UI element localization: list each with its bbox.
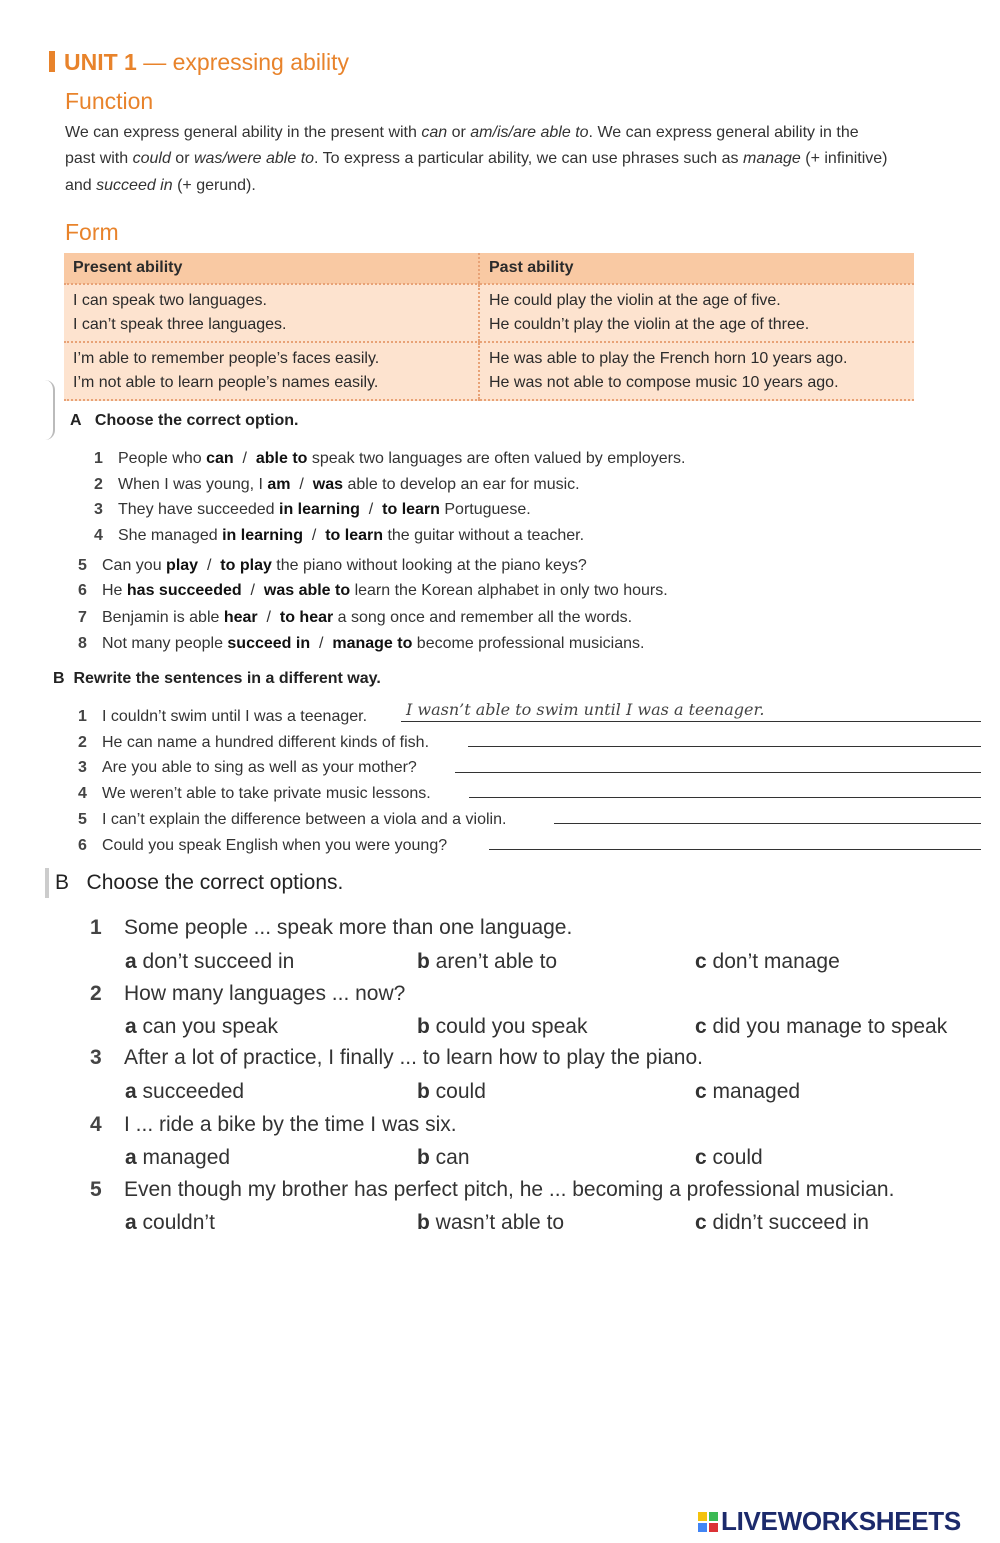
- question: 5 Even though my brother has perfect pitch, he ... becoming a professional musician.: [90, 1178, 895, 1201]
- answer-line[interactable]: [469, 797, 981, 798]
- option-c[interactable]: c did you manage to speak: [695, 1015, 948, 1038]
- option-b[interactable]: b could: [417, 1080, 486, 1103]
- answer-line[interactable]: [455, 772, 981, 773]
- rewrite-item: 5 I can’t explain the difference between a viola and a violin.: [78, 811, 507, 828]
- option-1[interactable]: has succeeded: [126, 582, 242, 599]
- exercise-a-item: 2 When I was young, I am / was able to develop an ear for music.: [94, 476, 580, 493]
- form-heading: Form: [65, 219, 119, 245]
- option-2[interactable]: able to: [255, 450, 308, 467]
- answer-line[interactable]: [401, 721, 981, 722]
- option-2[interactable]: to hear: [279, 609, 334, 626]
- rewrite-item: 6 Could you speak English when you were young?: [78, 837, 448, 854]
- option-2[interactable]: manage to: [332, 635, 413, 652]
- function-line-1: We can express general ability in the present with can or am/is/are able to. We can express general ability in the: [65, 124, 859, 141]
- exercise-b1-heading: B Rewrite the sentences in a different way.: [53, 670, 381, 687]
- logo-mark-icon: [698, 1512, 718, 1532]
- rewrite-item: 2 He can name a hundred different kinds of fish.: [78, 734, 430, 751]
- answer-line[interactable]: [554, 823, 981, 824]
- exercise-a-item: 7 Benjamin is able hear / to hear a song once and remember all the words.: [78, 609, 633, 626]
- option-2[interactable]: to learn: [382, 501, 440, 518]
- form-cell: He could play the violin at the age of five. He couldn’t play the violin at the age of three.: [479, 284, 914, 342]
- form-row: [64, 284, 914, 342]
- option-b[interactable]: b wasn’t able to: [417, 1211, 565, 1234]
- form-header-present: Present ability: [64, 253, 479, 284]
- rewrite-item: 4 We weren’t able to take private music lessons.: [78, 785, 431, 802]
- liveworksheets-logo: [698, 1506, 961, 1537]
- exercise-a-item: 6 He has succeeded / was able to learn the Korean alphabet in only two hours.: [78, 582, 668, 599]
- form-cell: I’m able to remember people’s faces easily. I’m not able to learn people’s names easily.: [64, 342, 479, 400]
- option-a[interactable]: a can you speak: [125, 1015, 278, 1038]
- exercise-a-heading: A Choose the correct option.: [70, 412, 299, 429]
- option-1[interactable]: hear: [223, 609, 258, 626]
- option-a[interactable]: a don’t succeed in: [125, 950, 295, 973]
- option-2[interactable]: was able to: [263, 582, 351, 599]
- section-divider: [45, 868, 49, 898]
- option-a[interactable]: a managed: [125, 1146, 231, 1169]
- option-1[interactable]: succeed in: [227, 635, 311, 652]
- page-tab-decoration: [45, 380, 55, 440]
- exercise-a-item: 8 Not many people succeed in / manage to become professional musicians.: [78, 635, 645, 652]
- option-1[interactable]: can: [206, 450, 234, 467]
- answer-line[interactable]: [468, 746, 981, 747]
- form-header-past: Past ability: [479, 253, 914, 284]
- question: 1 Some people ... speak more than one language.: [90, 916, 573, 939]
- function-heading: Function: [65, 88, 154, 114]
- rewrite-item: 3 Are you able to sing as well as your mother?: [78, 759, 417, 776]
- exercise-a-item: 1 People who can / able to speak two languages are often valued by employers.: [94, 450, 686, 467]
- option-b[interactable]: b can: [417, 1146, 470, 1169]
- option-2[interactable]: to play: [220, 557, 272, 574]
- option-a[interactable]: a succeeded: [125, 1080, 245, 1103]
- option-c[interactable]: c didn’t succeed in: [695, 1211, 869, 1234]
- form-table: [64, 253, 914, 401]
- rewrite-item: 1 I couldn’t swim until I was a teenager.: [78, 708, 368, 725]
- exercise-b2-heading: B Choose the correct options.: [55, 871, 344, 894]
- option-b[interactable]: b could you speak: [417, 1015, 588, 1038]
- function-line-3: and succeed in (+ gerund).: [65, 177, 256, 194]
- option-1[interactable]: in learning: [279, 501, 360, 518]
- option-1[interactable]: am: [267, 476, 291, 493]
- function-line-2: past with could or was/were able to. To express a particular ability, we can use phrases such as manage (+ infinitive): [65, 150, 888, 167]
- option-b[interactable]: b aren’t able to: [417, 950, 558, 973]
- question: 3 After a lot of practice, I finally ... to learn how to play the piano.: [90, 1046, 703, 1069]
- form-row: [64, 342, 914, 400]
- option-1[interactable]: play: [166, 557, 199, 574]
- option-a[interactable]: a couldn’t: [125, 1211, 215, 1234]
- question: 4 I ... ride a bike by the time I was six.: [90, 1113, 457, 1136]
- form-header-row: [64, 253, 914, 284]
- rewrite-answer-1[interactable]: I wasn’t able to swim until I was a teenager.: [406, 700, 765, 719]
- option-c[interactable]: c don’t manage: [695, 950, 840, 973]
- exercise-a-item: 4 She managed in learning / to learn the guitar without a teacher.: [94, 527, 585, 544]
- answer-line[interactable]: [489, 849, 981, 850]
- option-c[interactable]: c managed: [695, 1080, 801, 1103]
- option-2[interactable]: to learn: [325, 527, 384, 544]
- option-c[interactable]: c could: [695, 1146, 763, 1169]
- option-1[interactable]: in learning: [222, 527, 303, 544]
- form-cell: I can speak two languages. I can’t speak three languages.: [64, 284, 479, 342]
- option-2[interactable]: was: [312, 476, 344, 493]
- exercise-a-item: 5 Can you play / to play the piano without looking at the piano keys?: [78, 557, 587, 574]
- logo-text: LIVEWORKSHEETS: [721, 1506, 961, 1536]
- unit-marker: [49, 51, 55, 72]
- form-cell: He was able to play the French horn 10 years ago. He was not able to compose music 10 years ago.: [479, 342, 914, 400]
- question: 2 How many languages ... now?: [90, 982, 406, 1005]
- unit-title: UNIT 1 — expressing ability: [64, 49, 350, 75]
- exercise-a-item: 3 They have succeeded in learning / to learn Portuguese.: [94, 501, 531, 518]
